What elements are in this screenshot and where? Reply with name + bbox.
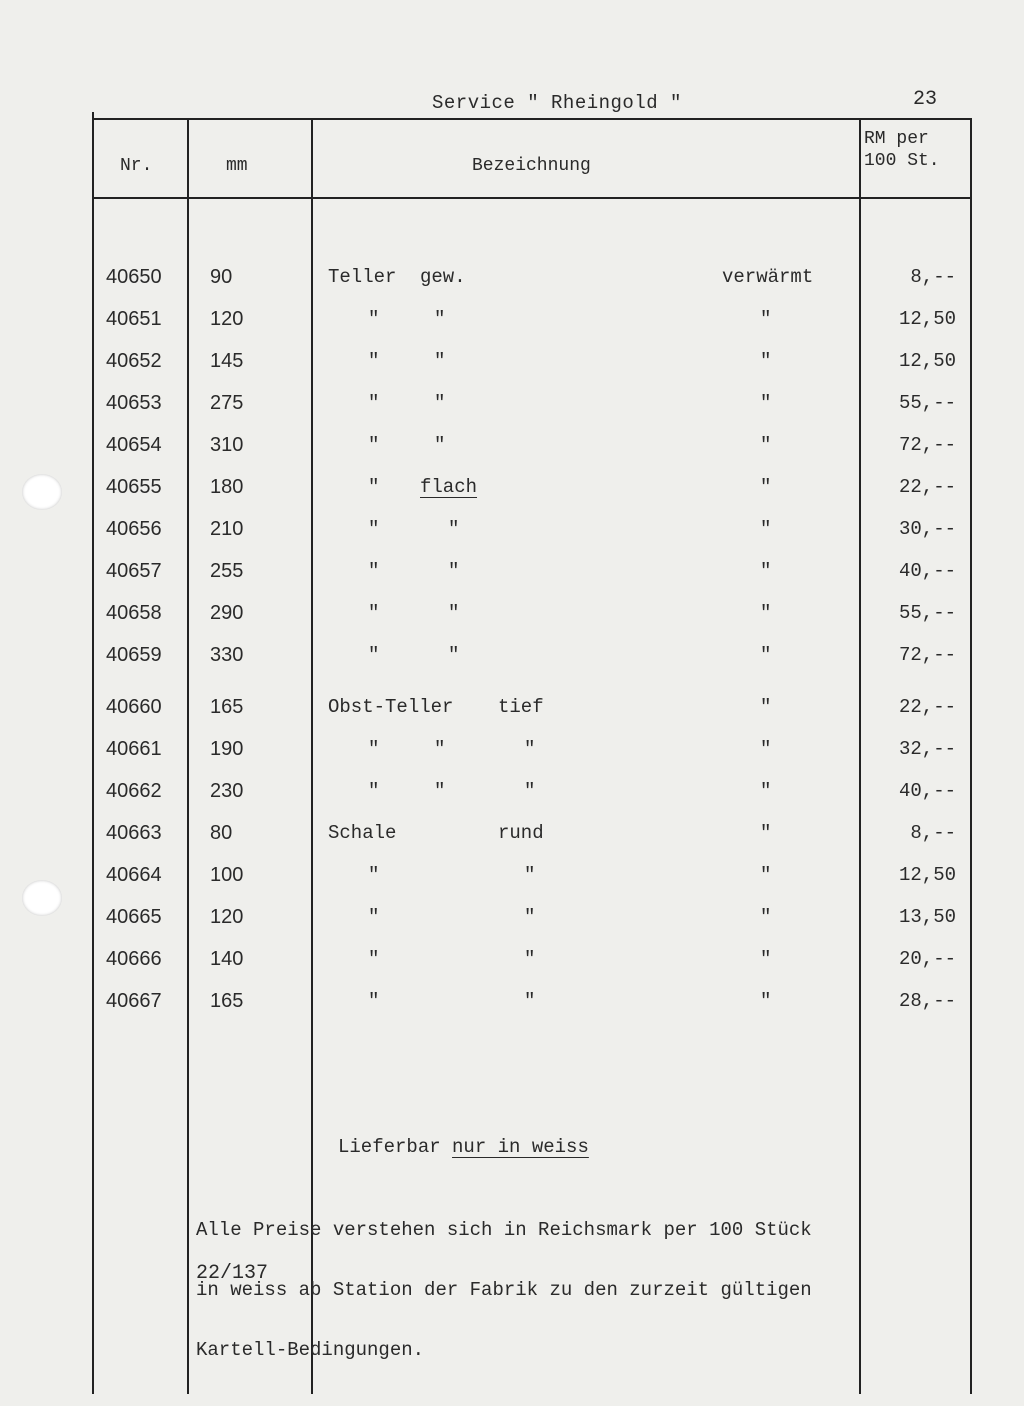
cell-nr: 40658 xyxy=(106,602,162,624)
cell-description-finish: verwärmt xyxy=(722,266,814,288)
table-row xyxy=(0,266,1024,306)
cell-price: 12,50 xyxy=(898,864,956,886)
cell-price: 22,-- xyxy=(898,476,956,498)
cell-nr: 40663 xyxy=(106,822,162,844)
cell-description-finish: " xyxy=(760,780,772,802)
table-row xyxy=(0,738,1024,778)
cell-description-shape: rund xyxy=(498,822,544,844)
table-row xyxy=(0,864,1024,904)
cell-nr: 40655 xyxy=(106,476,162,498)
cell-nr: 40656 xyxy=(106,518,162,540)
cell-mm: 120 xyxy=(210,906,244,928)
cell-nr: 40665 xyxy=(106,906,162,928)
table-header-rule xyxy=(94,197,972,199)
cell-mm: 140 xyxy=(210,948,244,970)
cell-description-detail: " xyxy=(448,518,460,540)
cell-mm: 120 xyxy=(210,308,244,330)
cell-description-main: " xyxy=(368,476,380,498)
cell-description-finish: " xyxy=(760,518,772,540)
cell-description-finish: " xyxy=(760,350,772,372)
cell-price: 22,-- xyxy=(898,696,956,718)
cell-description-finish: " xyxy=(760,644,772,666)
cell-description-detail: " xyxy=(448,644,460,666)
cell-mm: 145 xyxy=(210,350,244,372)
header-nr: Nr. xyxy=(120,156,153,176)
cell-nr: 40661 xyxy=(106,738,162,760)
cell-nr: 40667 xyxy=(106,990,162,1012)
cell-description-detail: " xyxy=(448,602,460,624)
cell-description-main: " xyxy=(368,780,380,802)
cell-mm: 180 xyxy=(210,476,244,498)
cell-description-main: Schale xyxy=(328,822,397,844)
cell-nr: 40664 xyxy=(106,864,162,886)
availability-prefix: Lieferbar xyxy=(338,1136,441,1158)
cell-price: 55,-- xyxy=(898,392,956,414)
note-line: Alle Preise verstehen sich in Reichsmark per 100 Stück xyxy=(196,1219,812,1241)
header-price-line: RM per xyxy=(864,129,929,149)
cell-price: 8,-- xyxy=(910,266,956,288)
cell-description-detail: " xyxy=(434,392,446,414)
cell-description-detail: " xyxy=(434,434,446,456)
cell-price: 13,50 xyxy=(898,906,956,928)
cell-nr: 40651 xyxy=(106,308,162,330)
cell-price: 8,-- xyxy=(910,822,956,844)
cell-mm: 90 xyxy=(210,266,233,288)
header-mm: mm xyxy=(226,156,248,176)
cell-description-shape: " xyxy=(524,738,536,760)
cell-price: 40,-- xyxy=(898,780,956,802)
cell-mm: 100 xyxy=(210,864,244,886)
cell-description-finish: " xyxy=(760,990,772,1012)
table-row xyxy=(0,518,1024,558)
cell-description-main: " xyxy=(368,948,380,970)
cell-mm: 190 xyxy=(210,738,244,760)
cell-nr: 40666 xyxy=(106,948,162,970)
cell-mm: 210 xyxy=(210,518,244,540)
cell-description-main: " xyxy=(368,990,380,1012)
cell-nr: 40654 xyxy=(106,434,162,456)
availability-note xyxy=(338,1136,589,1158)
reference-number: 22/137 xyxy=(196,1262,269,1285)
cell-description-main: " xyxy=(368,392,380,414)
cell-description-shape: " xyxy=(524,990,536,1012)
note-line: Kartell-Bedingungen. xyxy=(196,1339,425,1361)
table-row xyxy=(0,822,1024,862)
cell-description-finish: " xyxy=(760,392,772,414)
cell-nr: 40653 xyxy=(106,392,162,414)
cell-description-finish: " xyxy=(760,476,772,498)
cell-description-finish: " xyxy=(760,602,772,624)
cell-description-detail: " xyxy=(434,780,446,802)
note-line: in weiss ab Station der Fabrik zu den zurzeit gültigen xyxy=(196,1279,812,1301)
cell-description-detail: gew. xyxy=(420,266,466,288)
cell-description-shape: " xyxy=(524,906,536,928)
table-row xyxy=(0,696,1024,736)
table-row xyxy=(0,350,1024,390)
table-row xyxy=(0,948,1024,988)
cell-mm: 165 xyxy=(210,990,244,1012)
cell-description-main: " xyxy=(368,518,380,540)
cell-mm: 310 xyxy=(210,434,244,456)
cell-price: 40,-- xyxy=(898,560,956,582)
table-row xyxy=(0,780,1024,820)
cell-nr: 40659 xyxy=(106,644,162,666)
cell-description-detail: " xyxy=(434,350,446,372)
cell-nr: 40657 xyxy=(106,560,162,582)
cell-description-shape: " xyxy=(524,864,536,886)
cell-description-finish: " xyxy=(760,906,772,928)
cell-description-main: " xyxy=(368,560,380,582)
cell-price: 72,-- xyxy=(898,434,956,456)
cell-mm: 275 xyxy=(210,392,244,414)
cell-description-shape: " xyxy=(524,780,536,802)
cell-description-finish: " xyxy=(760,822,772,844)
cell-price: 12,50 xyxy=(898,350,956,372)
cell-description-main: Obst-Teller xyxy=(328,696,454,718)
page-number: 23 xyxy=(913,88,938,111)
cell-price: 55,-- xyxy=(898,602,956,624)
cell-price: 72,-- xyxy=(898,644,956,666)
table-row xyxy=(0,560,1024,600)
cell-description-finish: " xyxy=(760,948,772,970)
cell-description-main: " xyxy=(368,644,380,666)
cell-description-finish: " xyxy=(760,696,772,718)
price-terms-note xyxy=(196,1180,812,1400)
table-row xyxy=(0,906,1024,946)
cell-description-finish: " xyxy=(760,738,772,760)
header-bezeichnung: Bezeichnung xyxy=(472,156,591,176)
cell-description-finish: " xyxy=(760,560,772,582)
cell-nr: 40652 xyxy=(106,350,162,372)
cell-mm: 290 xyxy=(210,602,244,624)
cell-description-main: " xyxy=(368,350,380,372)
cell-description-detail: " xyxy=(434,308,446,330)
cell-description-finish: " xyxy=(760,864,772,886)
cell-price: 30,-- xyxy=(898,518,956,540)
table-row xyxy=(0,602,1024,642)
cell-nr: 40650 xyxy=(106,266,162,288)
cell-description-main: " xyxy=(368,434,380,456)
cell-price: 12,50 xyxy=(898,308,956,330)
cell-description-shape: tief xyxy=(498,696,544,718)
cell-price: 32,-- xyxy=(898,738,956,760)
cell-description-main: " xyxy=(368,864,380,886)
table-row xyxy=(0,990,1024,1030)
cell-description-finish: " xyxy=(760,434,772,456)
table-row xyxy=(0,308,1024,348)
cell-description-main: " xyxy=(368,308,380,330)
cell-description-detail: " xyxy=(448,560,460,582)
cell-mm: 255 xyxy=(210,560,244,582)
page-title: Service " Rheingold " xyxy=(432,92,682,114)
cell-description-detail: flach xyxy=(420,476,478,498)
cell-description-detail: " xyxy=(434,738,446,760)
cell-description-main: " xyxy=(368,738,380,760)
table-row xyxy=(0,434,1024,474)
header-price-line: 100 St. xyxy=(864,151,940,171)
cell-nr: 40660 xyxy=(106,696,162,718)
cell-mm: 80 xyxy=(210,822,233,844)
cell-description-main: " xyxy=(368,906,380,928)
cell-mm: 165 xyxy=(210,696,244,718)
table-row xyxy=(0,644,1024,684)
table-row xyxy=(0,392,1024,432)
table-row xyxy=(0,476,1024,516)
cell-nr: 40662 xyxy=(106,780,162,802)
cell-price: 20,-- xyxy=(898,948,956,970)
cell-description-main: Teller xyxy=(328,266,397,288)
cell-description-shape: " xyxy=(524,948,536,970)
cell-description-finish: " xyxy=(760,308,772,330)
cell-mm: 330 xyxy=(210,644,244,666)
cell-mm: 230 xyxy=(210,780,244,802)
cell-price: 28,-- xyxy=(898,990,956,1012)
availability-underlined: nur in weiss xyxy=(452,1136,589,1158)
cell-description-main: " xyxy=(368,602,380,624)
header-price xyxy=(864,128,940,172)
table-top-rule xyxy=(94,118,972,120)
